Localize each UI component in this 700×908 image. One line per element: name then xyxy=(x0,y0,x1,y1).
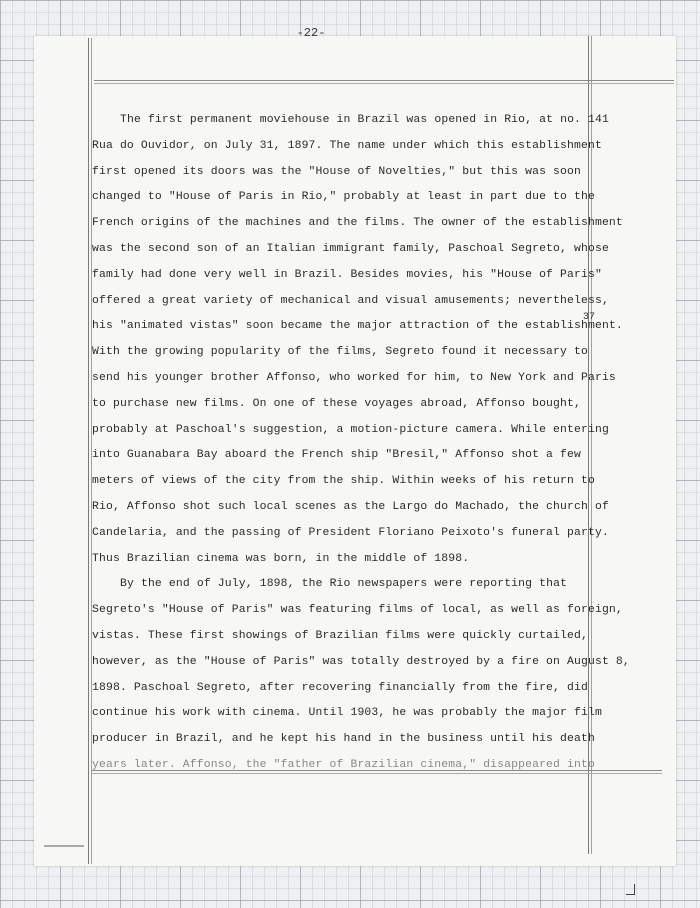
text-line: 1898. Paschoal Segreto, after recovering financially from the fire, did xyxy=(92,681,588,694)
text-line: send his younger brother Affonso, who worked for him, to New York and Paris xyxy=(92,371,616,384)
text-line: to purchase new films. On one of these voyages abroad, Affonso bought, xyxy=(92,397,581,410)
text-line: vistas. These first showings of Brazilian films were quickly curtailed, xyxy=(92,629,588,642)
text-line: With the growing popularity of the films, Segreto found it necessary to xyxy=(92,346,588,359)
text-line: meters of views of the city from the ship. Within weeks of his return to xyxy=(92,475,595,488)
footnote-marker: 37 xyxy=(583,312,596,323)
text-line: years later. Affonso, the "father of Brazilian cinema," disappeared into xyxy=(92,758,595,771)
text-line: family had done very well in Brazil. Besides movies, his "House of Paris" xyxy=(92,268,602,281)
paper-smudge xyxy=(44,845,84,847)
text-line: producer in Brazil, and he kept his hand in the business until his death xyxy=(92,733,595,746)
text-line: The first permanent moviehouse in Brazil was opened in Rio, at no. 141 xyxy=(120,114,609,126)
text-line: By the end of July, 1898, the Rio newspapers were reporting that xyxy=(120,578,568,591)
text-line: Rua do Ouvidor, on July 31, 1897. The name under which this establishment xyxy=(92,139,602,152)
corner-crop-mark xyxy=(626,884,635,895)
top-margin-rule xyxy=(94,80,674,81)
text-line: Thus Brazilian cinema was born, in the middle of 1898. xyxy=(92,552,470,565)
text-line: French origins of the machines and the films. The owner of the establishment xyxy=(92,217,623,230)
text-line: however, as the "House of Paris" was totally destroyed by a fire on August 8, xyxy=(92,655,630,668)
text-line: changed to "House of Paris in Rio," probably at least in part due to the xyxy=(92,191,595,204)
text-line: probably at Paschoal's suggestion, a motion-picture camera. While entering xyxy=(92,423,609,436)
top-margin-rule-inner xyxy=(94,83,674,84)
page-number: -22- xyxy=(296,26,326,40)
text-line: first opened its doors was the "House of Novelties," but this was soon xyxy=(92,165,581,178)
text-line: his "animated vistas" soon became the major attraction of the establishment. xyxy=(92,320,623,333)
body-text xyxy=(92,108,630,779)
left-margin-rule xyxy=(88,38,89,864)
text-line: was the second son of an Italian immigrant family, Paschoal Segreto, whose xyxy=(92,242,609,255)
text-line: Candelaria, and the passing of President Floriano Peixoto's funeral party. xyxy=(92,526,609,539)
text-line: Rio, Affonso shot such local scenes as the Largo do Machado, the church of xyxy=(92,500,609,513)
text-line: Segreto's "House of Paris" was featuring films of local, as well as foreign, xyxy=(92,604,623,617)
text-line: offered a great variety of mechanical and visual amusements; nevertheless, xyxy=(92,294,609,307)
text-line: into Guanabara Bay aboard the French ship "Bresil," Affonso shot a few xyxy=(92,449,581,462)
text-line: continue his work with cinema. Until 1903, he was probably the major film xyxy=(92,707,602,720)
